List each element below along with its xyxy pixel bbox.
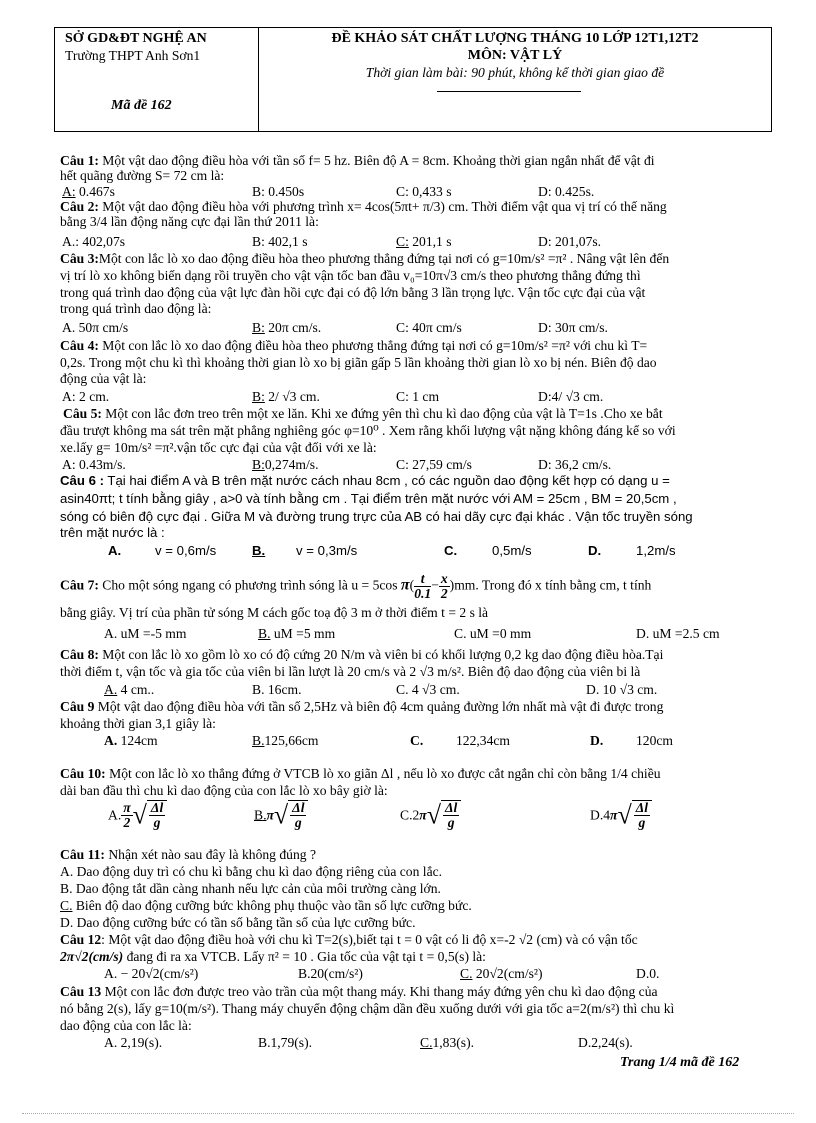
question-5-line xyxy=(63,406,663,421)
q6-option-d-key xyxy=(588,543,601,558)
q13-option-c-text: 1,83(s). xyxy=(432,1035,475,1050)
q6-option-b-text: v = 0,3m/s xyxy=(296,543,358,558)
question-6-line: trên mặt nước là : xyxy=(60,525,165,540)
q5-option-d: D: 36,2 cm/s. xyxy=(538,457,612,472)
q2-option-c-text: 201,1 s xyxy=(408,234,452,249)
q3-option-d: D: 30π cm/s. xyxy=(538,320,608,335)
q6-option-b xyxy=(252,543,358,558)
q1-option-a-text: 0.467s xyxy=(75,184,115,199)
question-9-line xyxy=(60,699,663,714)
q9-option-d-key xyxy=(590,733,603,748)
q11-answer-key: C. xyxy=(60,898,73,913)
question-6-text: Tại hai điểm A và B trên mặt nước cách nhau 8cm , có các nguồn dao động kết hợp có dạng u = xyxy=(103,473,670,488)
sqrt-sign: √ xyxy=(132,800,147,830)
q11-option-b: B. Dao động tắt dần càng nhanh nếu lực cản của môi trường càng lớn. xyxy=(60,881,441,896)
question-3-line: trong quá trình dao động của vật lực đàn hồi cực đại có độ lớn bằng 3 lần trọng lực. Vận tốc cực đại của vật xyxy=(60,285,646,300)
q6-option-c-key xyxy=(444,543,457,558)
title-box xyxy=(259,28,771,131)
q4-option-d: D:4/ √3 cm. xyxy=(538,389,604,404)
q10-answer-key: B. xyxy=(254,807,267,823)
q9-option-a-text: 124cm xyxy=(117,733,158,748)
question-3-line: trong quá trình dao động là: xyxy=(60,301,212,316)
q10-option-a-label: A. xyxy=(108,807,122,823)
q10-option-d-label: D.4 xyxy=(590,807,611,823)
question-6-line: asin40πt; t tính bằng giây , a>0 và tính bằng cm . Tại điểm trên mặt nước với AM = 25cm , BM = 20,5cm , xyxy=(60,491,677,506)
question-4-line xyxy=(60,338,647,353)
exam-title: ĐỀ KHẢO SÁT CHẤT LƯỢNG THÁNG 10 LỚP 12T1,12T2 xyxy=(331,31,699,46)
question-3-text: Một con lắc lò xo dao động điều hòa theo phương thẳng đứng tại nơi có g=10m/s² =π² . Nâng vật lên đến xyxy=(98,251,670,266)
q6-option-a-label: A. xyxy=(108,543,122,558)
page-footer: Trang 1/4 mã đề 162 xyxy=(620,1055,740,1070)
question-7-text: mm. Trong đó x tính bằng cm, t tính xyxy=(454,577,652,593)
question-3-line: vị trí lò xo không biến dạng rồi truyền cho vật vận tốc ban đầu v₀=10π√3 cm/s theo phương thẳng đứng thì xyxy=(60,268,641,283)
q9-option-a-label: A. xyxy=(104,733,118,748)
question-6-line: sóng có biên độ cực đại . Giữa M và đường trung trực của AB có hai dãy cực đại khác . Vận tốc truyền sóng xyxy=(60,509,693,524)
pi-symbol: π xyxy=(419,807,427,823)
question-10-line xyxy=(60,766,661,781)
q8-option-a-text: 4 cm.. xyxy=(117,682,155,697)
q6-option-c-label: C. xyxy=(444,543,458,558)
q7-option-d: D. uM =2.5 cm xyxy=(636,626,720,641)
fraction-numerator: Δl xyxy=(444,800,458,815)
question-13-line xyxy=(60,984,658,999)
q5-answer-key: B: xyxy=(252,457,265,472)
question-11-label: Câu 11: xyxy=(60,847,105,862)
exam-header xyxy=(54,27,772,132)
fraction-dl-over-g xyxy=(288,800,308,830)
q11-option-d: D. Dao động cưỡng bức có tần số bằng tần số của lực cưỡng bức. xyxy=(60,915,416,930)
question-2-label: Câu 2: xyxy=(60,199,99,214)
question-9-label: Câu 9 xyxy=(60,699,95,714)
question-12-text: đang đi ra xa VTCB. Lấy π² = 10 . Gia tốc của vật tại t = 0,5(s) là: xyxy=(123,949,486,964)
q1-option-b: B: 0.450s xyxy=(252,184,305,199)
question-5-line: xe.lấy g= 10m/s² =π².vận tốc cực đại của vật đối với xe là: xyxy=(60,440,377,455)
department-name: SỞ GD&ĐT NGHỆ AN xyxy=(65,31,207,46)
q4-option-b xyxy=(252,389,320,404)
q8-answer-key: A. xyxy=(104,682,118,697)
q2-option-c xyxy=(396,234,452,249)
fraction-denominator: g xyxy=(294,815,302,830)
question-2-line: bằng 3/4 lần động năng cực đại lần thứ 2011 là: xyxy=(60,214,319,229)
question-7-line: bằng giây. Vị trí của phần tử sóng M cách gốc toạ độ 3 m ở thời điểm t = 2 s là xyxy=(60,605,489,620)
q6-option-c: 0,5m/s xyxy=(492,543,532,558)
q13-answer-key: C. xyxy=(420,1035,433,1050)
q9-option-a xyxy=(104,733,158,748)
question-1-line: hết quãng đường S= 72 cm là: xyxy=(60,168,225,183)
page-bottom-rule xyxy=(22,1113,794,1114)
q12-option-c xyxy=(460,966,543,981)
q5-option-a: A: 0.43m/s. xyxy=(62,457,126,472)
fraction-numerator: Δl xyxy=(292,800,305,815)
q3-option-a: A. 50π cm/s xyxy=(62,320,129,335)
q4-option-a: A: 2 cm. xyxy=(62,389,110,404)
q5-option-b-text: 0,274m/s. xyxy=(264,457,319,472)
q9-option-b xyxy=(252,733,318,748)
question-12-text: : Một vật dao động điều hoà với chu kì T=2(s),biết tại t = 0 vật có li độ x=-2 √2 (cm) và có vận tốc xyxy=(101,932,638,947)
q7-option-b xyxy=(258,626,335,641)
q12-answer-key: C. xyxy=(460,966,473,981)
question-12-line xyxy=(60,949,486,964)
q13-option-b: B.1,79(s). xyxy=(258,1035,312,1050)
fraction-numerator: π xyxy=(123,799,131,815)
question-6-label: Câu 6 : xyxy=(60,473,104,488)
q12-option-b: B.20(cm/s²) xyxy=(298,966,363,981)
sqrt-sign: √ xyxy=(617,800,632,830)
question-12-label: Câu 12 xyxy=(60,932,102,947)
question-4-line: 0,2s. Trong một chu kì thì khoảng thời gian lò xo bị giãn gấp 5 lần khoảng thời gian lò xo bị nén. Biên độ dao xyxy=(60,355,657,370)
q11-option-a: A. Dao động duy trì có chu kì bằng chu kì dao động riêng của con lắc. xyxy=(60,864,443,879)
q5-option-c: C: 27,59 cm/s xyxy=(396,457,472,472)
q7-option-a: A. uM =-5 mm xyxy=(104,626,187,641)
pi-symbol: π xyxy=(400,576,410,594)
school-name: Trường THPT Anh Sơn1 xyxy=(65,48,201,63)
sqrt-sign: √ xyxy=(273,800,289,830)
q3-option-b xyxy=(252,320,321,335)
q4-option-b-text: 2/ √3 cm. xyxy=(264,389,320,404)
q9-answer-key: B. xyxy=(252,733,265,748)
q13-option-c xyxy=(420,1035,474,1050)
fraction-denominator: 2 xyxy=(440,586,448,601)
fraction-denominator: 2 xyxy=(123,814,131,830)
question-5-line: đầu trượt không ma sát trên mặt phẳng nghiêng góc φ=10⁰ . Xem rằng khối lượng vật nặng không đáng kể so với xyxy=(60,423,676,438)
fraction-numerator: t xyxy=(414,572,431,587)
fraction-x xyxy=(439,572,450,601)
question-8-line: thời điểm t, vận tốc và gia tốc của viên bi lần lượt là 20 cm/s và 2 √3 m/s². Biên độ dao động của viên bi là xyxy=(60,664,641,679)
q13-option-a: A. 2,19(s). xyxy=(104,1035,163,1050)
q6-option-a-key xyxy=(108,543,121,558)
question-13-line: nó bằng 2(s), lấy g=10(m/s²). Thang máy chuyển động chậm dần đều xuống dưới với gia tốc a=2(m/s²) thì chu kì xyxy=(60,1001,675,1016)
q9-option-c-key xyxy=(410,733,423,748)
q4-answer-key: B: xyxy=(252,389,265,404)
q8-option-c: C. 4 √3 cm. xyxy=(396,682,460,697)
fraction-dl-over-g xyxy=(147,800,167,830)
q8-option-b: B. 16cm. xyxy=(252,682,302,697)
q13-option-d: D.2,24(s). xyxy=(578,1035,633,1050)
fraction-dl-over-g xyxy=(441,800,461,830)
fraction-numerator: Δl xyxy=(150,800,164,815)
exam-code: Mã đề 162 xyxy=(111,98,172,113)
sqrt-sign: √ xyxy=(426,800,441,830)
fraction-numerator: Δl xyxy=(635,800,649,815)
q7-option-c: C. uM =0 mm xyxy=(454,626,532,641)
question-1-text: Một vật dao động điều hòa với tần số f= 5 hz. Biên độ A = 8cm. Khoảng thời gian ngắn nhất để vật đi xyxy=(98,153,655,168)
question-10-line: dài ban đầu thì chu kì dao động của con lắc lò xo bây giờ là: xyxy=(60,783,388,798)
pi-symbol: π xyxy=(610,807,618,823)
question-2-text: Một vật dao động điều hòa với phương trình x= 4cos(5πt+ π/3) cm. Thời điểm vật qua vị trí có thế năng xyxy=(98,199,667,214)
question-6-line xyxy=(60,473,670,488)
question-1-line xyxy=(60,153,655,168)
q9-option-c: 122,34cm xyxy=(456,733,510,748)
q1-option-c: C: 0,433 s xyxy=(396,184,452,199)
question-2-line xyxy=(60,199,667,214)
q9-option-d-label: D. xyxy=(590,733,604,748)
q12-option-c-text: 20√2(cm/s²) xyxy=(472,966,543,981)
q2-option-b: B: 402,1 s xyxy=(252,234,308,249)
q2-option-a: A.: 402,07s xyxy=(62,234,126,249)
q2-answer-key: C: xyxy=(396,234,409,249)
q1-answer-key: A: xyxy=(62,184,76,199)
question-4-label: Câu 4: xyxy=(60,338,99,353)
question-1-label: Câu 1: xyxy=(60,153,99,168)
school-box xyxy=(55,28,259,131)
q3-option-c: C: 40π cm/s xyxy=(396,320,462,335)
q12-option-a: A. − 20√2(cm/s²) xyxy=(104,966,199,981)
question-10-label: Câu 10: xyxy=(60,766,106,781)
question-3-label: Câu 3: xyxy=(60,251,99,266)
q10-option-c xyxy=(400,800,461,840)
q6-answer-key: B. xyxy=(252,543,266,558)
q10-option-a xyxy=(108,800,167,840)
pi-symbol: π xyxy=(266,807,274,823)
q8-option-a xyxy=(104,682,154,697)
title-rule xyxy=(437,91,581,92)
fraction-dl-over-g xyxy=(632,800,652,830)
q2-option-d: D: 201,07s. xyxy=(538,234,602,249)
q11-option-c xyxy=(60,898,472,913)
question-13-label: Câu 13 xyxy=(60,984,102,999)
q5-option-b xyxy=(252,457,318,472)
question-12-line xyxy=(60,932,638,947)
question-5-label: Câu 5: xyxy=(63,406,102,421)
q3-answer-key: B: xyxy=(252,320,265,335)
q6-option-d-label: D. xyxy=(588,543,602,558)
q9-option-d: 120cm xyxy=(636,733,673,748)
q11-option-c-text: Biên độ dao động cưỡng bức không phụ thuộc vào tần số lực cưỡng bức. xyxy=(72,898,472,913)
question-13-line: dao động của con lắc là: xyxy=(60,1018,192,1033)
q8-option-d: D. 10 √3 cm. xyxy=(586,682,658,697)
question-7-line: Câu 7: Cho một sóng ngang có phương trình sóng là u = 5cos π( $\frac{t}{0.1}$ − $\frac{x}{2}$ )mm. Trong đó x tính bằng cm, t tính xyxy=(60,571,652,601)
q1-option-a xyxy=(62,184,115,199)
question-11-line xyxy=(60,847,316,862)
q3-option-b-text: 20π cm/s. xyxy=(264,320,322,335)
q6-option-d: 1,2m/s xyxy=(636,543,676,558)
q9-option-c-label: C. xyxy=(410,733,424,748)
question-8-label: Câu 8: xyxy=(60,647,99,662)
q10-option-d xyxy=(590,800,652,840)
fraction-denominator: 0.1 xyxy=(414,586,432,601)
velocity-expression: 2π√2(cm/s) xyxy=(60,949,124,964)
exam-subject: MÔN: VẬT LÝ xyxy=(467,48,563,63)
q10-option-c-label: C.2 xyxy=(400,807,420,823)
q1-option-d: D: 0.425s. xyxy=(538,184,595,199)
question-8-line xyxy=(60,647,663,662)
question-13-text: Một con lắc đơn được treo vào trần của một thang máy. Khi thang máy đứng yên chu kì dao động của xyxy=(101,984,658,999)
q10-option-b xyxy=(254,800,308,840)
question-4-line: động của vật là: xyxy=(60,371,147,386)
question-10-text: Một con lắc lò xo thẳng đứng ở VTCB lò xo giãn Δl , nếu lò xo được cắt ngắn chỉ còn bằng 1/4 chiều xyxy=(105,766,661,781)
question-9-line: khoảng thời gian 3,1 giây là: xyxy=(60,716,216,731)
question-5-text: Một con lắc đơn treo trên một xe lăn. Khi xe đứng yên thì chu kì dao động của vật là T=1s .Cho xe bắt xyxy=(101,406,663,421)
question-4-text: Một con lắc lò xo dao động điều hòa theo phương thẳng đứng tại nơi có g=10m/s² =π² với chu kì T= xyxy=(98,338,648,353)
question-9-text: Một vật dao động điều hòa với tần số 2,5Hz và biên độ 4cm quảng đường lớn nhất mà vật đi được trong xyxy=(94,699,664,714)
fraction-pi-over-2 xyxy=(121,801,132,830)
q12-option-d: D.0. xyxy=(636,966,660,981)
q6-option-a: v = 0,6m/s xyxy=(155,543,217,558)
q9-option-b-text: 125,66cm xyxy=(264,733,319,748)
q4-option-c: C: 1 cm xyxy=(396,389,440,404)
q7-option-b-text: uM =5 mm xyxy=(270,626,336,641)
exam-time: Thời gian làm bài: 90 phút, không kể thời gian giao đề xyxy=(365,65,665,80)
fraction-denominator: g xyxy=(153,815,161,830)
fraction-denominator: g xyxy=(638,815,646,830)
q7-answer-key: B. xyxy=(258,626,271,641)
question-7-label: Câu 7: xyxy=(60,577,99,593)
fraction-numerator: x xyxy=(440,571,448,586)
fraction-denominator: g xyxy=(447,815,455,830)
question-7-text: Cho một sóng ngang có phương trình sóng là u = 5cos xyxy=(98,577,401,593)
fraction-t xyxy=(414,572,431,601)
question-8-text: Một con lắc lò xo gồm lò xo có độ cứng 20 N/m và viên bi có khối lượng 0,2 kg dao động điều hòa.Tại xyxy=(98,647,664,662)
question-3-line xyxy=(60,251,669,266)
question-11-text: Nhận xét nào sau đây là không đúng ? xyxy=(104,847,316,862)
